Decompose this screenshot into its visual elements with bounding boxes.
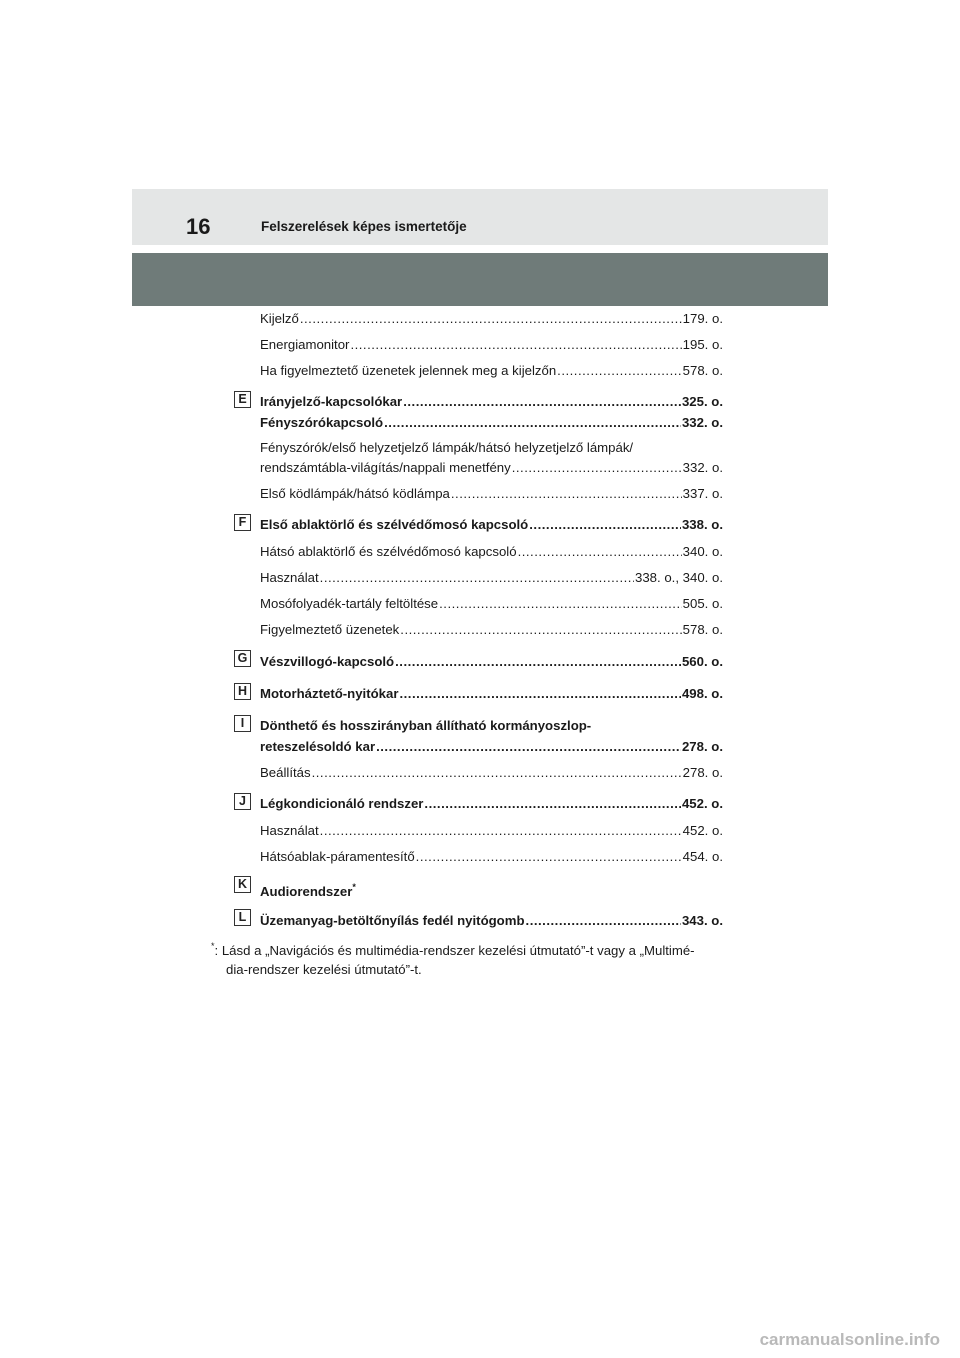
entry-label: Üzemanyag-betöltőnyílás fedél nyitógomb — [260, 913, 525, 928]
leader-dots — [424, 796, 681, 812]
index-entry-audiorendszer[interactable] — [260, 879, 356, 900]
watermark: carmanualsonline.info — [759, 1330, 940, 1349]
section-letter-g: G — [234, 650, 251, 667]
entry-page: 498. o. — [681, 686, 723, 701]
index-entry-hasznalat-2[interactable] — [260, 823, 723, 839]
leader-dots — [557, 363, 682, 379]
index-entry-figyelmezteto-kijelzon[interactable] — [260, 363, 723, 379]
entry-label: Légkondicionáló rendszer — [260, 796, 424, 811]
index-entry-elso-ablaktorlo[interactable] — [260, 517, 723, 533]
entry-page: 340. o. — [682, 544, 723, 559]
index-entry-veszvillogo[interactable] — [260, 654, 723, 670]
index-entry-hatsoablak[interactable] — [260, 849, 723, 865]
index-entry-fenyszoro[interactable] — [260, 415, 723, 431]
index-entry-kormanyoszlop-line1[interactable]: Dönthető és hosszirányban állítható kormányoszlop- — [260, 718, 592, 733]
leader-dots — [518, 544, 682, 560]
leader-dots — [320, 570, 634, 586]
entry-page: 179. o. — [682, 311, 723, 326]
index-entry-kodlampak[interactable] — [260, 486, 723, 502]
entry-page: 452. o. — [681, 796, 723, 811]
entry-label: Energiamonitor — [260, 337, 350, 352]
leader-dots — [403, 394, 681, 410]
entry-label: Fényszórókapcsoló — [260, 415, 384, 430]
leader-dots — [512, 460, 682, 476]
index-entry-hasznalat-1[interactable] — [260, 570, 723, 586]
entry-label: Első ködlámpák/hátsó ködlámpa — [260, 486, 450, 501]
entry-page: 343. o. — [681, 913, 723, 928]
entry-label: Vészvillogó-kapcsoló — [260, 654, 395, 669]
entry-page: 505. o. — [682, 596, 723, 611]
footnote — [211, 937, 751, 979]
entry-page: 332. o. — [681, 415, 723, 430]
index-entry-kormanyoszlop-line2[interactable] — [260, 739, 723, 755]
index-entry-kijelzo[interactable] — [260, 311, 723, 327]
entry-page: 338. o. — [681, 517, 723, 532]
section-letter-h: H — [234, 683, 251, 700]
leader-dots — [312, 765, 682, 781]
section-title: Felszerelések képes ismertetője — [261, 219, 467, 234]
leader-dots — [451, 486, 682, 502]
footnote-mark: * — [352, 882, 356, 892]
leader-dots — [416, 849, 682, 865]
index-entry-hatso-ablaktorlo[interactable] — [260, 544, 723, 560]
entry-page: 578. o. — [682, 363, 723, 378]
leader-dots — [320, 823, 682, 839]
entry-page: 195. o. — [682, 337, 723, 352]
leader-dots — [399, 686, 680, 702]
index-entry-energiamonitor[interactable] — [260, 337, 723, 353]
entry-page: 325. o. — [681, 394, 723, 409]
footnote-line2: dia-rendszer kezelési útmutató”-t. — [226, 962, 422, 977]
page-number: 16 — [186, 214, 211, 239]
index-entry-iranyjelzo[interactable] — [260, 394, 723, 410]
entry-label: Audiorendszer — [260, 884, 353, 899]
leader-dots — [376, 739, 681, 755]
entry-page: 452. o. — [682, 823, 723, 838]
leader-dots — [350, 337, 681, 353]
leader-dots — [384, 415, 681, 431]
entry-page: 578. o. — [682, 622, 723, 637]
entry-label: Használat — [260, 823, 319, 838]
entry-label: Hátsóablak-páramentesítő — [260, 849, 415, 864]
entry-label: reteszelésoldó kar — [260, 739, 376, 754]
leader-dots — [395, 654, 681, 670]
footnote-line1: : Lásd a „Navigációs és multimédia-rendszer kezelési útmutató”-t vagy a „Multimé- — [214, 943, 695, 958]
entry-page: 454. o. — [682, 849, 723, 864]
entry-label: Figyelmeztető üzenetek — [260, 622, 400, 637]
section-letter-j: J — [234, 793, 251, 810]
entry-page: 278. o. — [682, 765, 723, 780]
footnote-mark: * — [211, 941, 215, 951]
entry-label: Beállítás — [260, 765, 311, 780]
entry-label: Kijelző — [260, 311, 299, 326]
entry-label: Mosófolyadék-tartály feltöltése — [260, 596, 439, 611]
entry-page: 338. o., 340. o. — [635, 570, 723, 585]
index-entry-figyelmezteto-uzenetek[interactable] — [260, 622, 723, 638]
section-letter-e: E — [234, 391, 251, 408]
section-letter-l: L — [234, 909, 251, 926]
entry-label: rendszámtábla-világítás/nappali menetfény — [260, 460, 511, 475]
section-letter-k: K — [234, 876, 251, 893]
section-letter-f: F — [234, 514, 251, 531]
leader-dots — [400, 622, 681, 638]
index-entry-uzemanyag[interactable] — [260, 913, 723, 929]
entry-label: Első ablaktörlő és szélvédőmosó kapcsoló — [260, 517, 529, 532]
leader-dots — [526, 913, 681, 929]
leader-dots — [300, 311, 682, 327]
entry-label: Motorháztető-nyitókar — [260, 686, 399, 701]
entry-page: 337. o. — [682, 486, 723, 501]
entry-label: Hátsó ablaktörlő és szélvédőmosó kapcsoló — [260, 544, 517, 559]
index-entry-beallitas[interactable] — [260, 765, 723, 781]
leader-dots — [439, 596, 682, 612]
index-entry-motorhazteto[interactable] — [260, 686, 723, 702]
index-entry-legkondicionalo[interactable] — [260, 796, 723, 812]
index-entry-fenyszorok-line2[interactable] — [260, 460, 723, 476]
index-entry-mosofolyadek[interactable] — [260, 596, 723, 612]
section-letter-i: I — [234, 715, 251, 732]
entry-page: 332. o. — [682, 460, 723, 475]
entry-label: Használat — [260, 570, 319, 585]
entry-label: Ha figyelmeztető üzenetek jelennek meg a kijelzőn — [260, 363, 557, 378]
leader-dots — [529, 517, 681, 533]
entry-label: Irányjelző-kapcsolókar — [260, 394, 403, 409]
entry-page: 560. o. — [681, 654, 723, 669]
index-entry-fenyszorok-line1[interactable]: Fényszórók/első helyzetjelző lámpák/hátsó helyzetjelző lámpák/ — [260, 440, 634, 455]
entry-page: 278. o. — [681, 739, 723, 754]
